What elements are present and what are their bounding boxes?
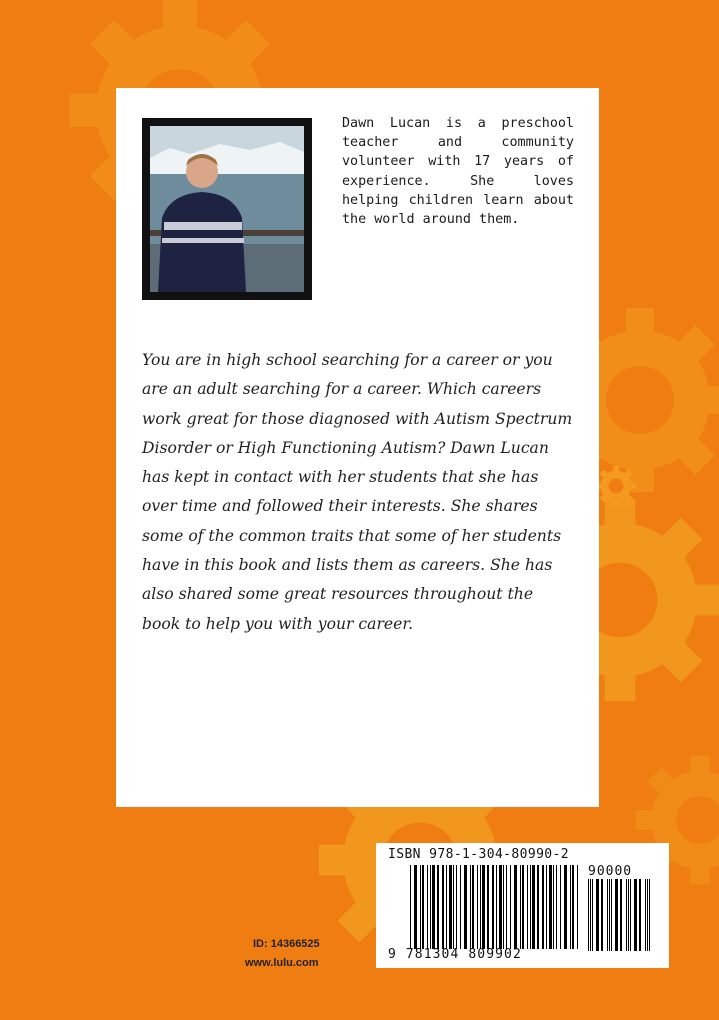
isbn-label: ISBN 978-1-304-80990-2 <box>388 847 569 862</box>
barcode-bar <box>520 865 521 949</box>
ean-number: 9 781304 809902 <box>388 947 522 962</box>
barcode-bar <box>422 865 424 949</box>
barcode-bar <box>442 865 444 949</box>
barcode-bar <box>639 879 641 951</box>
barcode-bar <box>542 865 544 949</box>
barcode-bar <box>414 865 417 949</box>
barcode-bar <box>607 879 608 951</box>
barcode-bar <box>432 865 435 949</box>
barcode-bar <box>601 879 603 951</box>
barcode-bar <box>437 865 439 949</box>
barcode-bar <box>527 865 528 949</box>
barcode-bar <box>510 865 511 949</box>
barcode-bar <box>628 879 629 951</box>
barcode-bar <box>564 865 567 949</box>
barcode-bar <box>480 865 481 949</box>
book-description: You are in high school searching for a career or you are an adult searching for a career. Which careers work great for those diagnosed with Autism Spectrum Disorder or High Functioning Autism? Dawn Lucan has kept in contact with her students that she has over time and followed their interests. She shares some of the common traits that some of her students have in this book and lists them as careers. She has also shared some great resources throughout the book to help you with your career. <box>142 351 573 633</box>
barcode-bar <box>453 865 454 949</box>
barcode-bar <box>456 865 457 949</box>
addon-bars <box>588 879 654 955</box>
barcode-bar <box>532 865 535 949</box>
barcode-bar <box>588 879 589 951</box>
barcode-bar <box>530 865 531 949</box>
barcode-bar <box>556 865 557 949</box>
barcode-bar <box>592 879 593 951</box>
gear-icon <box>596 466 636 506</box>
barcode-bar <box>492 865 494 949</box>
barcode-bar <box>645 879 646 951</box>
barcode-bar <box>472 865 474 949</box>
barcode-bar <box>609 879 610 951</box>
barcode-bar <box>560 865 561 949</box>
barcode-bar <box>477 865 478 949</box>
ean-bars <box>410 865 582 953</box>
barcode-bar <box>570 865 571 949</box>
barcode-bar <box>506 865 507 949</box>
barcode-bar <box>522 865 524 949</box>
barcode-bar <box>420 865 421 949</box>
barcode-bar <box>430 865 431 949</box>
barcode-bar <box>537 865 539 949</box>
addon-number: 90000 <box>588 864 633 879</box>
barcode-bar <box>647 879 648 951</box>
back-cover-panel <box>116 88 599 807</box>
barcode-bar <box>596 879 599 951</box>
barcode-bar <box>470 865 471 949</box>
author-bio: Dawn Lucan is a preschool teacher and community volunteer with 17 years of experience. She loves helping children learn about the world around them. <box>342 116 574 228</box>
barcode <box>376 843 669 968</box>
barcode-bar <box>549 865 552 949</box>
barcode-bar <box>626 879 627 951</box>
barcode-bar <box>499 865 502 949</box>
barcode-bar <box>620 879 622 951</box>
barcode-bar <box>630 879 631 951</box>
barcode-bar <box>514 865 517 949</box>
barcode-bar <box>487 865 489 949</box>
publisher-url: www.lulu.com <box>245 957 319 969</box>
barcode-bar <box>546 865 547 949</box>
barcode-bar <box>553 865 554 949</box>
barcode-bar <box>649 879 650 951</box>
barcode-bar <box>590 879 591 951</box>
barcode-bar <box>572 865 574 949</box>
barcode-bar <box>427 865 428 949</box>
barcode-bar <box>464 865 467 949</box>
publisher-id: ID: 14366525 <box>253 938 320 950</box>
author-photo <box>142 118 312 300</box>
barcode-bar <box>577 865 578 949</box>
barcode-bar <box>410 865 411 949</box>
barcode-bar <box>503 865 504 949</box>
author-photo-icon <box>150 126 304 292</box>
barcode-bar <box>460 865 461 949</box>
barcode-bar <box>482 865 485 949</box>
barcode-bar <box>611 879 612 951</box>
barcode-bar <box>449 865 452 949</box>
barcode-bar <box>446 865 447 949</box>
barcode-bar <box>634 879 637 951</box>
barcode-bar <box>496 865 497 949</box>
barcode-bar <box>615 879 618 951</box>
